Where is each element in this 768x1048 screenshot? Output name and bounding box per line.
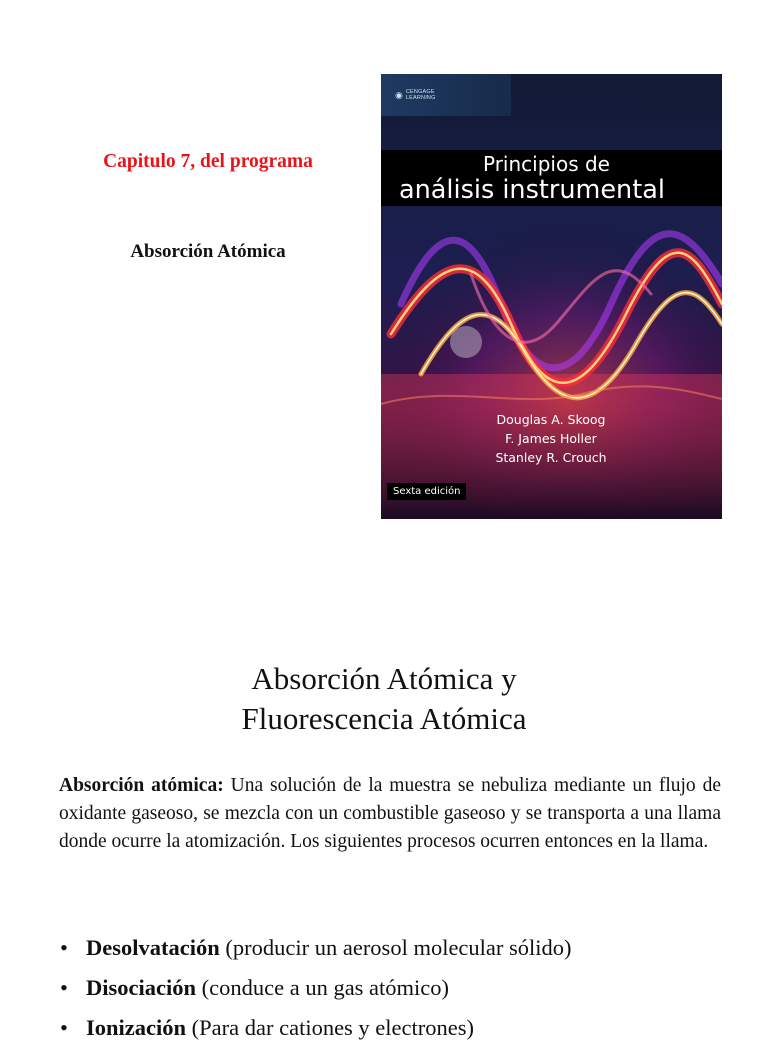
author-name: F. James Holler xyxy=(505,431,597,446)
process-desc: (Para dar cationes y electrones) xyxy=(186,1015,475,1040)
bullet-icon: • xyxy=(60,935,68,960)
process-desc: (conduce a un gas atómico) xyxy=(196,975,450,1000)
topic-title: Absorción Atómica xyxy=(130,241,286,262)
process-desc: (producir un aerosol molecular sólido) xyxy=(219,935,572,960)
author-name: Stanley R. Crouch xyxy=(495,450,607,465)
publisher-logo xyxy=(395,90,436,102)
edition-label: Sexta edición xyxy=(387,483,466,500)
bullet-icon: • xyxy=(60,975,68,1000)
bullet-icon: • xyxy=(60,1015,68,1040)
intro-paragraph xyxy=(59,772,721,856)
list-item xyxy=(60,1008,750,1048)
chapter-title: Capitulo 7, del programa xyxy=(103,151,313,172)
process-term: Ionización xyxy=(86,1015,187,1040)
list-item xyxy=(60,928,750,968)
intro-term: Absorción atómica: xyxy=(59,775,224,796)
author-name: Douglas A. Skoog xyxy=(496,412,606,427)
section-heading-line1: Absorción Atómica y xyxy=(251,661,517,696)
publisher-subname: LEARNING xyxy=(405,94,436,101)
process-term: Desolvatación xyxy=(86,935,220,960)
cover-title-line1: Principios de xyxy=(483,152,610,176)
process-term: Disociación xyxy=(86,975,196,1000)
list-item xyxy=(60,968,750,1008)
cover-authors xyxy=(471,410,631,467)
cover-title-line2: análisis instrumental xyxy=(399,175,665,205)
section-heading xyxy=(0,659,768,739)
section-heading-line2: Fluorescencia Atómica xyxy=(241,701,527,736)
intro-text: Una solución de la muestra se nebuliza mediante un flujo de oxidante gaseoso, se mezcla con un combustible gaseoso y se transporta a una llama donde ocurre la atomización. Los siguientes procesos ocurren entonces en la llama. xyxy=(59,775,721,852)
cengage-logo-icon: ◉ xyxy=(395,90,403,101)
book-cover xyxy=(381,74,722,519)
publisher-name: CENGAGE xyxy=(405,89,435,95)
process-list xyxy=(60,928,750,1048)
